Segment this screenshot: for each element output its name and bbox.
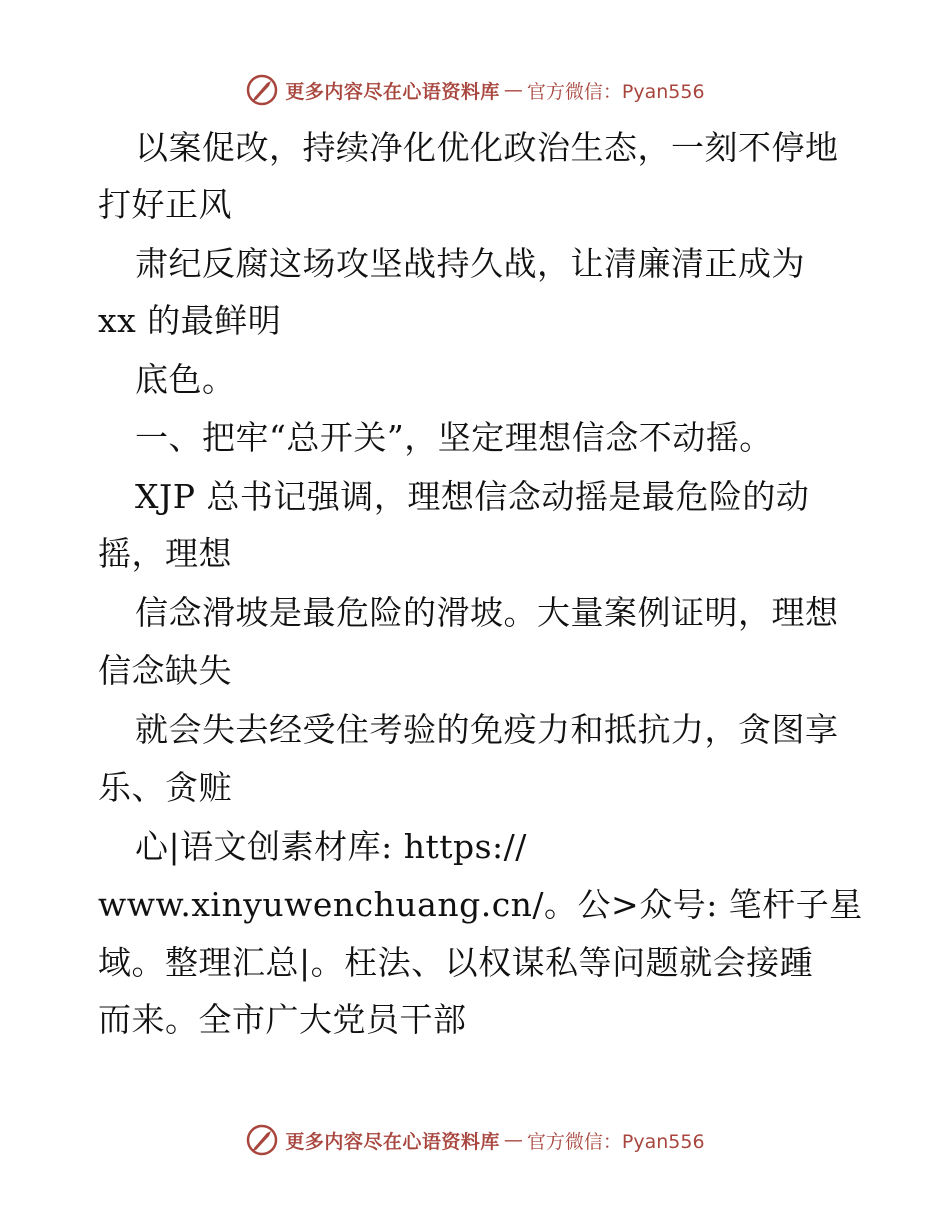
text-line: 信念滑坡是最危险的滑坡。大量案例证明，理想	[135, 593, 839, 632]
footer-watermark-banner	[0, 1120, 950, 1160]
text-line: 打好正风	[98, 185, 232, 224]
text-line: 肃纪反腐这场攻坚战持久战，让清廉清正成为	[135, 244, 805, 283]
banner-library-text: 更多内容尽在心语资料库	[285, 80, 500, 103]
text-line: 心|语文创素材库: https://	[135, 827, 527, 866]
text-line: 底色。	[135, 360, 236, 399]
quill-pen-logo-icon	[245, 73, 279, 107]
text-line: 而来。全市广大党员干部	[98, 1000, 467, 1039]
quill-pen-logo-icon	[245, 1123, 279, 1157]
text-line: 摇，理想	[98, 534, 232, 573]
text-line: 域。整理汇总|。枉法、以权谋私等问题就会接踵	[98, 943, 814, 982]
banner-wechat-text: 官方微信：Pyan556	[526, 80, 705, 103]
banner-dash: —	[503, 1129, 523, 1151]
text-line: 以案促改，持续净化优化政治生态，一刻不停地	[135, 128, 839, 167]
section-heading: 一、把牢“总开关”，坚定理想信念不动摇。	[135, 418, 773, 457]
banner-library-text: 更多内容尽在心语资料库	[285, 1130, 500, 1153]
text-line: 乐、贪赃	[98, 768, 232, 807]
header-watermark-banner	[0, 70, 950, 110]
banner-dash: —	[503, 79, 523, 101]
text-line: www.xinyuwenchuang.cn/。公>众号: 笔杆子星	[98, 885, 863, 924]
text-line: xx 的最鲜明	[98, 301, 282, 340]
text-line: 就会失去经受住考验的免疫力和抵抗力，贪图享	[135, 710, 839, 749]
banner-wechat-text: 官方微信：Pyan556	[526, 1130, 705, 1153]
text-line: 信念缺失	[98, 651, 232, 690]
text-line: XJP 总书记强调，理想信念动摇是最危险的动	[135, 477, 810, 516]
